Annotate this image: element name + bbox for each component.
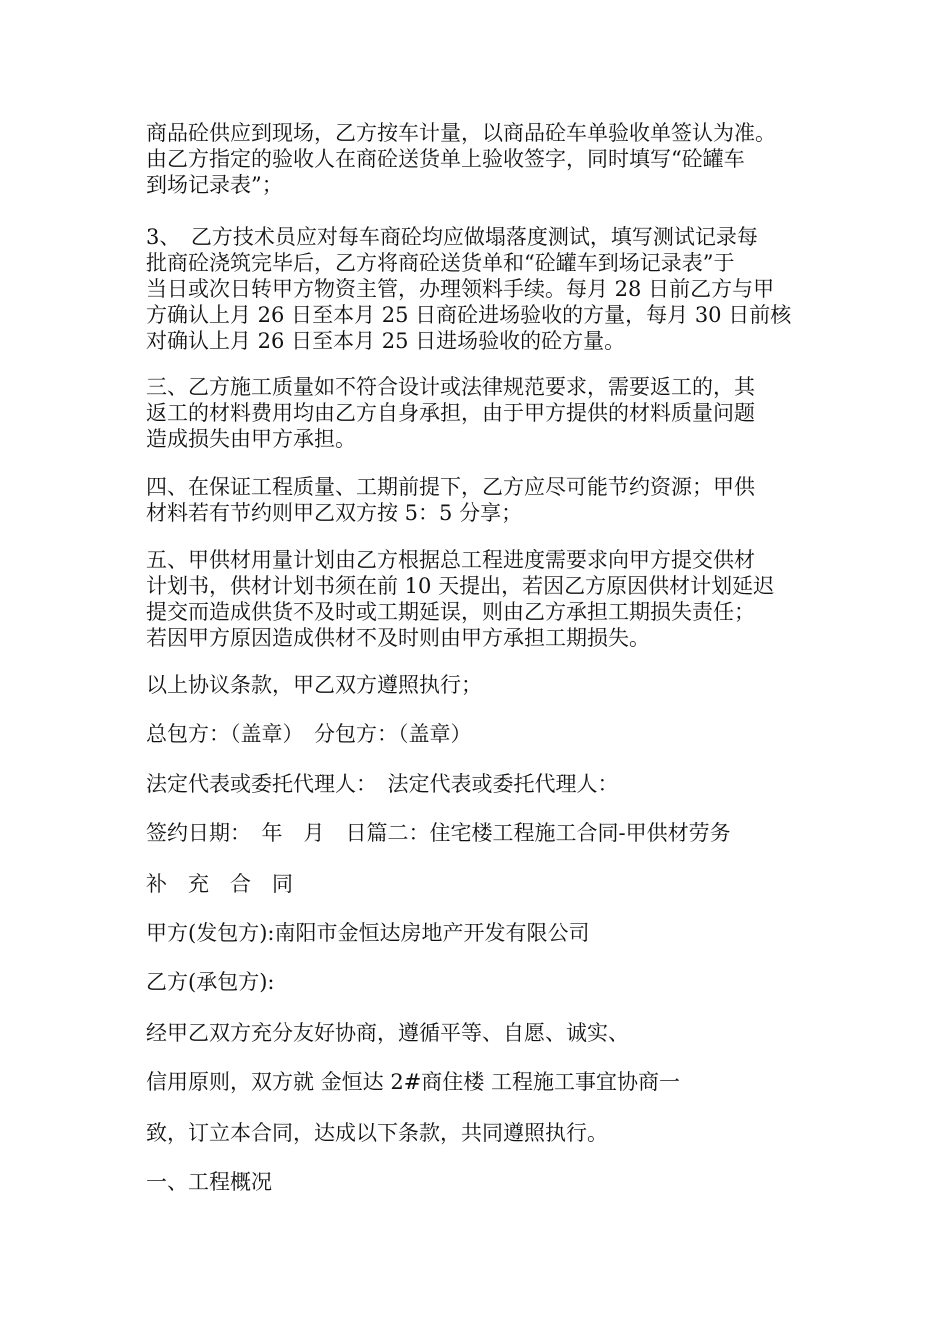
paragraph-slump-test: [146, 224, 826, 354]
party-b-line: [146, 969, 826, 995]
text-line: 一、工程概况: [146, 1170, 272, 1194]
text-line: 造成损失由甲方承担。: [146, 427, 356, 451]
paragraph-concrete-acceptance: [146, 120, 826, 198]
agreement-line-2: [146, 1069, 826, 1095]
paragraph-clause-five: [146, 547, 826, 651]
text-line: 经甲乙双方充分友好协商，遵循平等、自愿、诚实、: [146, 1021, 629, 1045]
signature-parties-line: [146, 721, 826, 747]
text-line: 由乙方指定的验收人在商砼送货单上验收签字，同时填写“砼罐车: [146, 147, 745, 171]
text-line: 补 充 合 同: [146, 872, 293, 896]
text-line: 甲方(发包方):南阳市金恒达房地产开发有限公司: [146, 921, 590, 945]
text-line: 若因甲方原因造成供材不及时则由甲方承担工期损失。: [146, 626, 650, 650]
text-line: 法定代表或委托代理人： 法定代表或委托代理人：: [146, 772, 619, 796]
agreement-line-1: [146, 1020, 826, 1046]
text-line: 返工的材料费用均由乙方自身承担，由于甲方提供的材料质量问题: [146, 401, 755, 425]
paragraph-clause-four: [146, 474, 826, 526]
text-line: 材料若有节约则甲乙双方按 5：5 分享；: [146, 501, 523, 525]
text-line: 提交而造成供货不及时或工期延误，则由乙方承担工期损失责任；: [146, 600, 755, 624]
signing-date-line: [146, 820, 826, 846]
representative-line: [146, 771, 826, 797]
text-line: 3、 乙方技术员应对每车商砼均应做塌落度测试，填写测试记录每: [146, 225, 758, 249]
paragraph-clause-three: [146, 374, 826, 452]
text-line: 乙方(承包方):: [146, 970, 275, 994]
text-line: 到场记录表”；: [146, 173, 283, 197]
text-line: 计划书，供材计划书须在前 10 天提出，若因乙方原因供材计划延迟: [146, 574, 775, 598]
text-line: 当日或次日转甲方物资主管，办理领料手续。每月 28 日前乙方与甲: [146, 277, 775, 301]
paragraph-execution-note: [146, 672, 826, 698]
text-line: 以上协议条款，甲乙双方遵照执行；: [146, 673, 482, 697]
text-line: 四、在保证工程质量、工期前提下，乙方应尽可能节约资源；甲供: [146, 475, 755, 499]
text-line: 五、甲供材用量计划由乙方根据总工程进度需要求向甲方提交供材: [146, 548, 755, 572]
text-line: 总包方：（盖章） 分包方：（盖章）: [146, 722, 472, 746]
agreement-line-3: [146, 1120, 826, 1146]
text-line: 信用原则，双方就 金恒达 2#商住楼 工程施工事宜协商一: [146, 1070, 680, 1094]
supplementary-contract-title: [146, 871, 826, 897]
text-line: 商品砼供应到现场，乙方按车计量，以商品砼车单验收单签认为准。: [146, 121, 776, 145]
text-line: 对确认上月 26 日至本月 25 日进场验收的砼方量。: [146, 329, 626, 353]
text-line: 批商砼浇筑完毕后，乙方将商砼送货单和“砼罐车到场记录表”于: [146, 251, 735, 275]
text-line: 致，订立本合同，达成以下条款，共同遵照执行。: [146, 1121, 608, 1145]
section-heading-project-overview: [146, 1169, 826, 1195]
text-line: 方确认上月 26 日至本月 25 日商砼进场验收的方量，每月 30 日前核: [146, 303, 792, 327]
party-a-line: [146, 920, 826, 946]
text-line: 三、乙方施工质量如不符合设计或法律规范要求，需要返工的，其: [146, 375, 755, 399]
text-line: 签约日期： 年 月 日篇二：住宅楼工程施工合同-甲供材劳务: [146, 821, 731, 845]
